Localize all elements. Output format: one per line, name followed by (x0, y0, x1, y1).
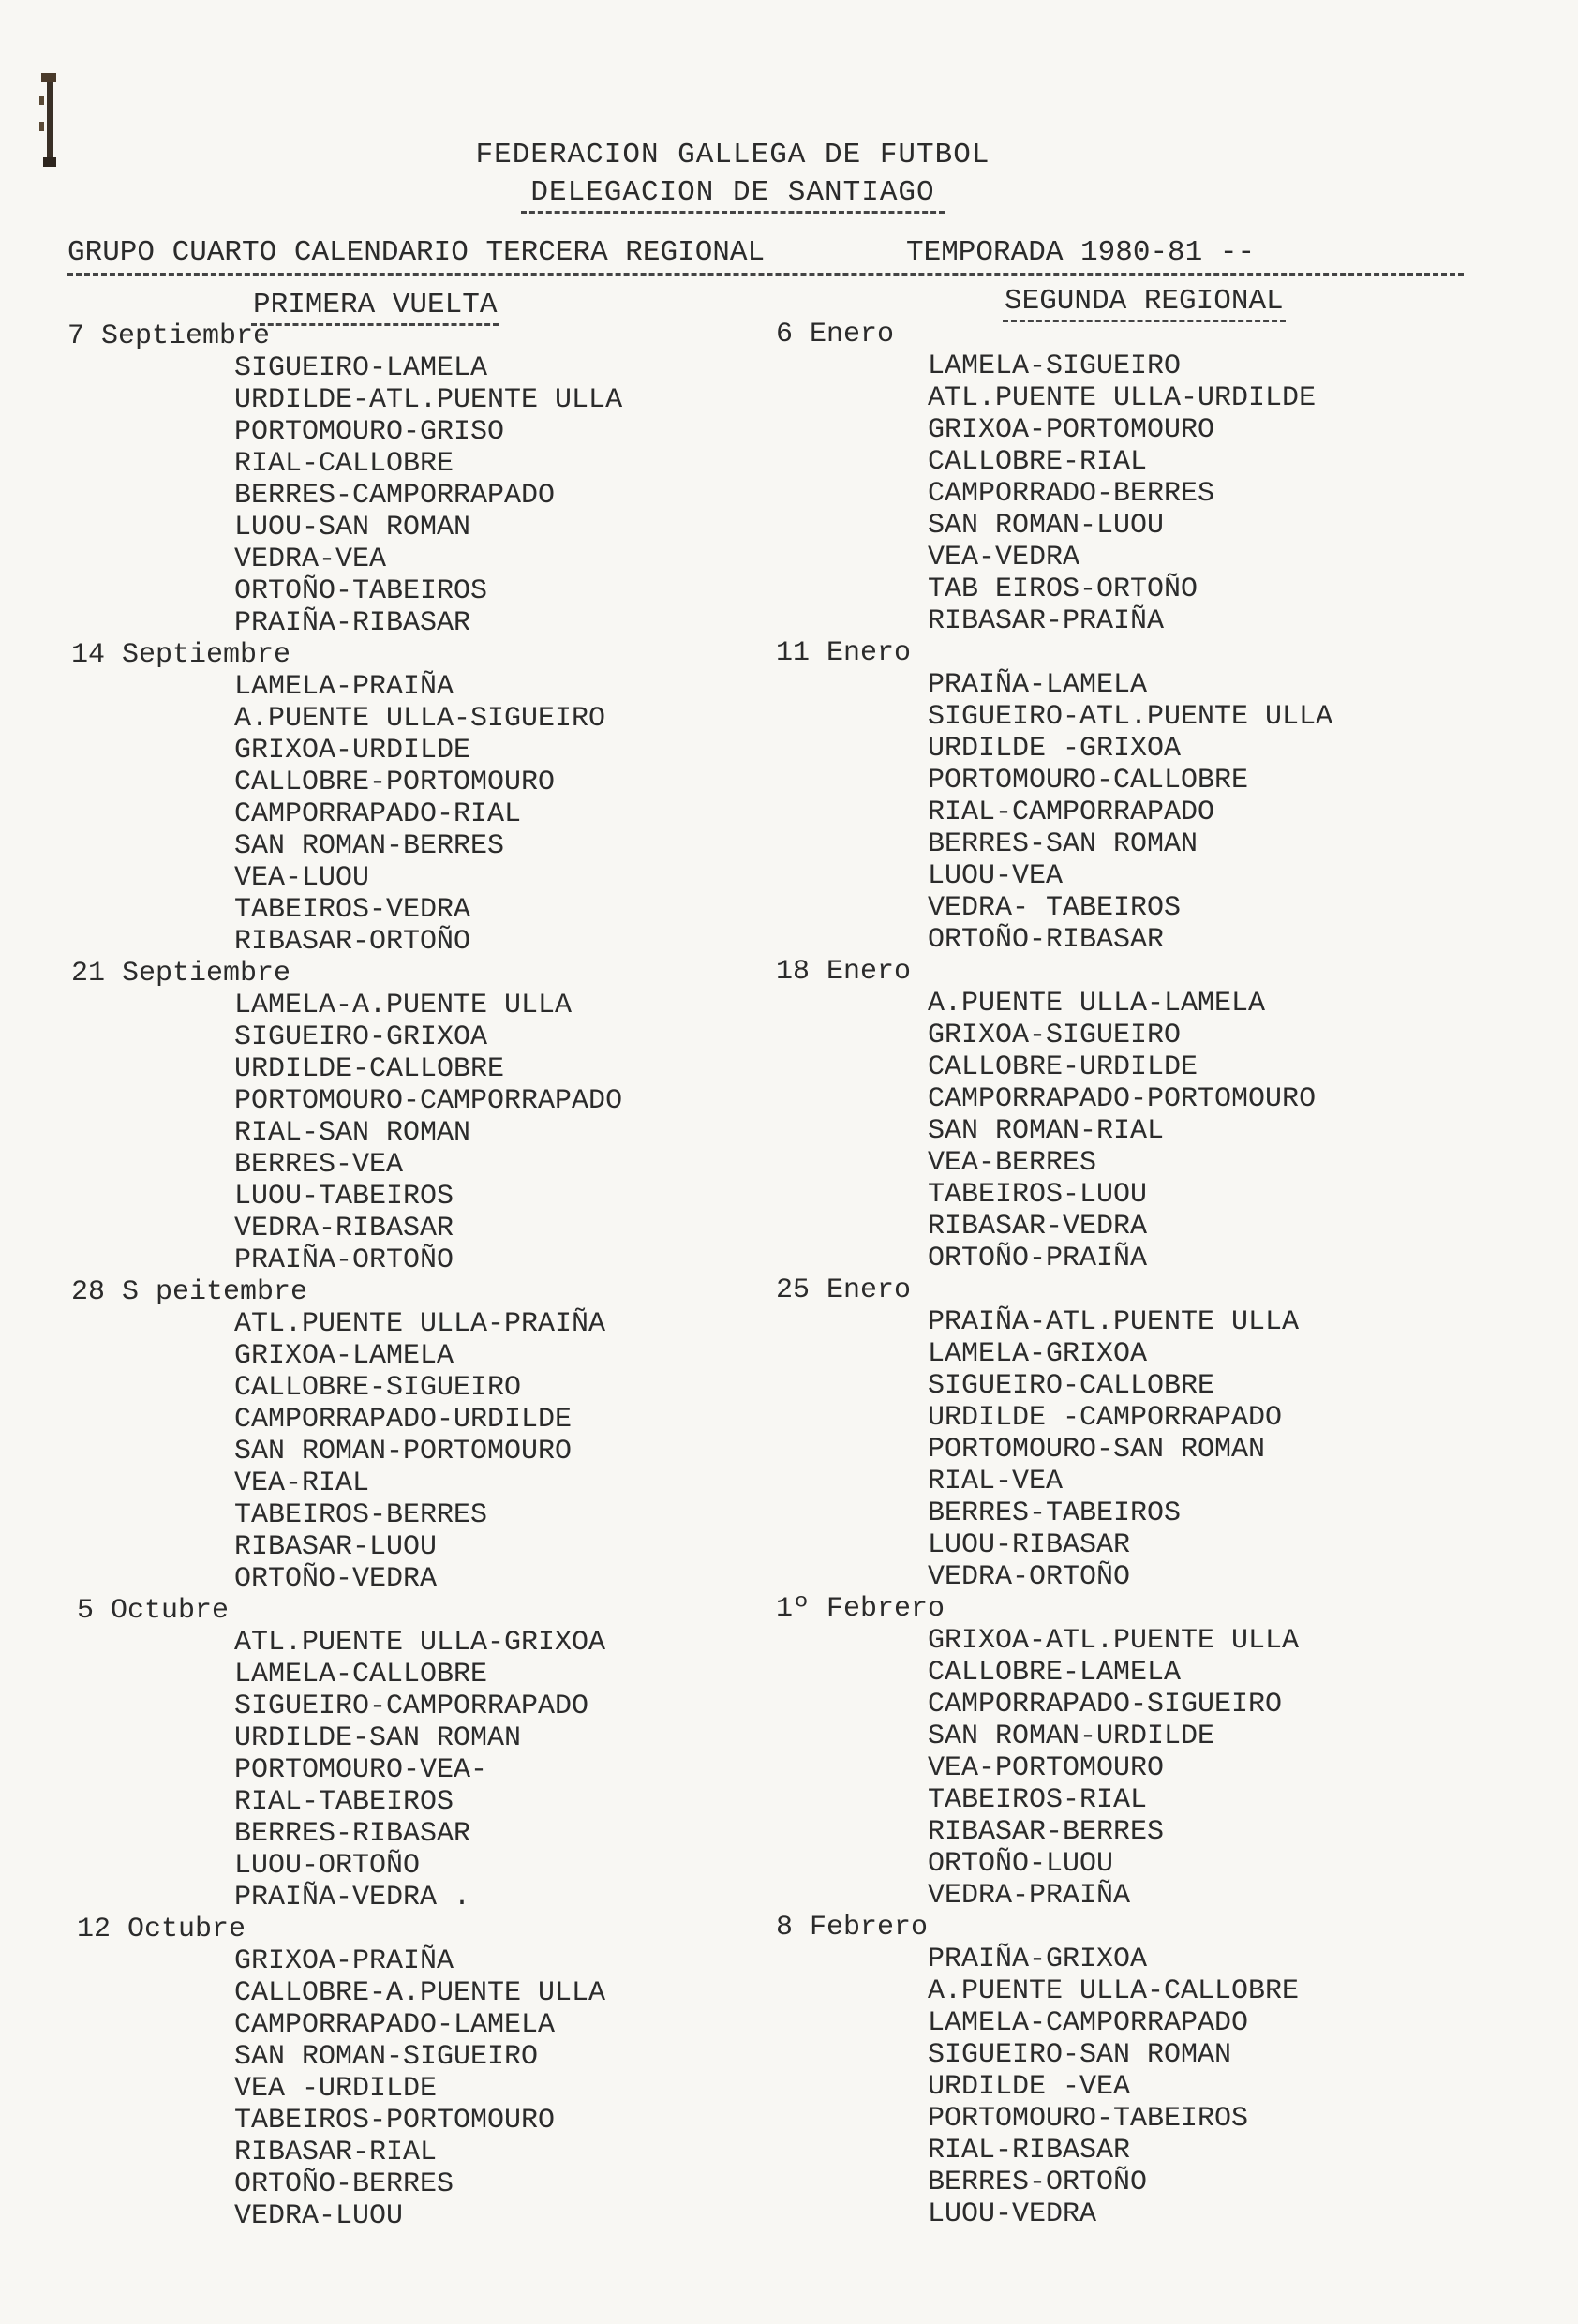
matchday-block (776, 1912, 1332, 2230)
fixture-line: VEDRA-PRAIÑA (928, 1880, 1131, 1912)
fixture-line: RIAL-SAN ROMAN (234, 1117, 471, 1149)
fixture-line: LAMELA-A.PUENTE ULLA (234, 990, 573, 1021)
fixture-line: ORTOÑO-LUOU (928, 1848, 1114, 1880)
matchday-block (67, 1276, 622, 1595)
fixture-line: URDILDE -VEA (928, 2071, 1131, 2103)
fixture-line: RIBASAR-VEDRA (928, 1211, 1148, 1243)
fixture-line: LAMELA-PRAIÑA (234, 671, 454, 703)
matchday-block (776, 319, 1332, 637)
fixture-line: GRIXOA-PRAIÑA (234, 1945, 454, 1977)
fixture-line: RIBASAR-LUOU (234, 1531, 438, 1563)
matchday-date: 11 Enero (776, 637, 912, 669)
delegation-title-text: DELEGACION DE SANTIAGO (521, 176, 944, 214)
matchday-block (776, 956, 1332, 1274)
fixture-line: CAMPORRAPADO-SIGUEIRO (928, 1689, 1283, 1721)
fixture-line: CALLOBRE-LAMELA (928, 1657, 1182, 1689)
fixture-line: GRIXOA-SIGUEIRO (928, 1020, 1182, 1051)
fixture-line: PORTOMOURO-GRISO (234, 416, 505, 448)
fixture-line: ORTOÑO-BERRES (234, 2168, 454, 2200)
fixture-line: PORTOMOURO-TABEIROS (928, 2103, 1249, 2135)
fixture-line: BERRES-TABEIROS (928, 1497, 1182, 1529)
fixture-line: RIBASAR-PRAIÑA (928, 605, 1165, 637)
fixture-line: LAMELA-SIGUEIRO (928, 350, 1182, 382)
fixture-line: ATL.PUENTE ULLA-PRAIÑA (234, 1308, 606, 1340)
fixture-line: VEDRA-ORTOÑO (928, 1561, 1131, 1593)
fixture-line: PORTOMOURO-CAMPORRAPADO (234, 1085, 623, 1117)
matchday-date: 7 Septiembre (67, 320, 271, 352)
matchday-block (67, 958, 622, 1276)
matchday-date: 6 Enero (776, 319, 895, 350)
fixture-line: VEDRA-VEA (234, 544, 387, 575)
fixture-line: PRAIÑA-ATL.PUENTE ULLA (928, 1306, 1300, 1338)
fixture-line: ATL.PUENTE ULLA-URDILDE (928, 382, 1317, 414)
fixture-line: CAMPORRADO-BERRES (928, 478, 1215, 510)
fixture-line: SAN ROMAN-LUOU (928, 510, 1165, 542)
matchday-date: 14 Septiembre (71, 639, 291, 671)
fixture-line: RIAL-RIBASAR (928, 2135, 1131, 2167)
fixture-line: SAN ROMAN-URDILDE (928, 1721, 1215, 1752)
fixture-line: ATL.PUENTE ULLA-GRIXOA (234, 1627, 606, 1659)
fixture-line: ORTOÑO-VEDRA (234, 1563, 438, 1595)
fixture-line: TABEIROS-BERRES (234, 1499, 488, 1531)
fixture-line: VEDRA-LUOU (234, 2200, 404, 2232)
matchday-date: 12 Octubre (77, 1914, 246, 1945)
fixture-line: A.PUENTE ULLA-SIGUEIRO (234, 703, 606, 735)
fixture-line: VEA-RIAL (234, 1467, 370, 1499)
fixture-line: URDILDE-SAN ROMAN (234, 1722, 522, 1754)
group-label: GRUPO CUARTO CALENDARIO TERCERA REGIONAL (67, 236, 766, 269)
fixture-line: BERRES-SAN ROMAN (928, 828, 1198, 860)
column-title-left: PRIMERA VUELTA (251, 289, 499, 326)
fixture-line: PORTOMOURO-CALLOBRE (928, 765, 1249, 797)
delegation-title (0, 176, 1522, 209)
fixture-line: TAB EIROS-ORTOÑO (928, 574, 1198, 605)
fixture-line: PRAIÑA-ORTOÑO (234, 1244, 454, 1276)
fixture-line: SAN ROMAN-BERRES (234, 830, 505, 862)
fixture-line: PORTOMOURO-SAN ROMAN (928, 1434, 1266, 1466)
fixture-line: ORTOÑO-TABEIROS (234, 575, 488, 607)
matchday-block (67, 639, 622, 958)
fixture-line: CAMPORRAPADO-RIAL (234, 798, 522, 830)
fixture-line: VEA-LUOU (234, 862, 370, 894)
matchday-block (67, 320, 622, 639)
matchday-date: 5 Octubre (77, 1595, 230, 1627)
federation-title: FEDERACION GALLEGA DE FUTBOL (475, 139, 990, 171)
fixture-line: CAMPORRAPADO-LAMELA (234, 2009, 556, 2041)
fixture-line: TABEIROS-PORTOMOURO (234, 2105, 556, 2137)
fixture-line: SIGUEIRO-CALLOBRE (928, 1370, 1215, 1402)
fixture-line: SIGUEIRO-GRIXOA (234, 1021, 488, 1053)
fixture-line: CAMPORRAPADO-PORTOMOURO (928, 1083, 1317, 1115)
fixture-line: SAN ROMAN-RIAL (928, 1115, 1165, 1147)
fixture-line: RIAL-CALLOBRE (234, 448, 454, 480)
fixture-line: SAN ROMAN-PORTOMOURO (234, 1436, 573, 1467)
matchday-date: 1º Febrero (776, 1593, 945, 1625)
matchday-date: 18 Enero (776, 956, 912, 988)
fixture-line: LUOU-SAN ROMAN (234, 512, 471, 544)
fixture-line: A.PUENTE ULLA-LAMELA (928, 988, 1266, 1020)
fixture-line: VEA-PORTOMOURO (928, 1752, 1165, 1784)
matchday-date: 28 S peitembre (71, 1276, 308, 1308)
fixture-line: SIGUEIRO-CAMPORRAPADO (234, 1691, 589, 1722)
fixture-line: LUOU-VEDRA (928, 2198, 1097, 2230)
fixture-line: LUOU-ORTOÑO (234, 1850, 421, 1882)
matchday-date: 8 Febrero (776, 1912, 929, 1944)
fixture-line: RIBASAR-RIAL (234, 2137, 438, 2168)
fixture-line: GRIXOA-ATL.PUENTE ULLA (928, 1625, 1300, 1657)
fixture-line: TABEIROS-RIAL (928, 1784, 1148, 1816)
fixture-line: PRAIÑA-LAMELA (928, 669, 1148, 701)
fixture-line: PRAIÑA-VEDRA . (234, 1882, 471, 1914)
fixture-line: ORTOÑO-PRAIÑA (928, 1243, 1148, 1274)
fixture-line: GRIXOA-URDILDE (234, 735, 471, 767)
matchday-date: 21 Septiembre (71, 958, 291, 990)
matchday-block (67, 1595, 622, 1914)
matchday-block (776, 637, 1332, 956)
fixture-line: VEA-BERRES (928, 1147, 1097, 1179)
fixture-line: LAMELA-GRIXOA (928, 1338, 1148, 1370)
fixture-line: CALLOBRE-PORTOMOURO (234, 767, 556, 798)
fixture-line: URDILDE-CALLOBRE (234, 1053, 505, 1085)
matchday-block (776, 1593, 1332, 1912)
fixture-line: BERRES-ORTOÑO (928, 2167, 1148, 2198)
fixture-line: RIAL-VEA (928, 1466, 1064, 1497)
matchday-date: 25 Enero (776, 1274, 912, 1306)
fixture-line: CALLOBRE-A.PUENTE ULLA (234, 1977, 606, 2009)
fixture-line: LUOU-RIBASAR (928, 1529, 1131, 1561)
fixture-line: CALLOBRE-RIAL (928, 446, 1148, 478)
fixture-line: SIGUEIRO-LAMELA (234, 352, 488, 384)
column-title-right: SEGUNDA REGIONAL (1003, 285, 1286, 322)
fixture-line: PRAIÑA-GRIXOA (928, 1944, 1148, 1975)
fixture-line: VEDRA- TABEIROS (928, 892, 1182, 924)
matchday-block (67, 1914, 622, 2232)
fixture-line: GRIXOA-LAMELA (234, 1340, 454, 1372)
fixture-line: TABEIROS-LUOU (928, 1179, 1148, 1211)
fixture-line: RIBASAR-ORTOÑO (234, 926, 471, 958)
fixture-line: LUOU-TABEIROS (234, 1181, 454, 1213)
schedule-column-right (776, 319, 1332, 2230)
fixture-line: CALLOBRE-URDILDE (928, 1051, 1198, 1083)
season-label: TEMPORADA 1980-81 -- (906, 236, 1256, 269)
fixture-line: VEA-VEDRA (928, 542, 1080, 574)
fixture-line: ORTOÑO-RIBASAR (928, 924, 1165, 956)
fixture-line: SIGUEIRO-ATL.PUENTE ULLA (928, 701, 1333, 733)
fixture-line: GRIXOA-PORTOMOURO (928, 414, 1215, 446)
fixture-line: CALLOBRE-SIGUEIRO (234, 1372, 522, 1404)
fixture-line: PORTOMOURO-VEA- (234, 1754, 488, 1786)
fixture-line: CAMPORRAPADO-URDILDE (234, 1404, 573, 1436)
fixture-line: SAN ROMAN-SIGUEIRO (234, 2041, 539, 2073)
fixture-line: BERRES-RIBASAR (234, 1818, 471, 1850)
fixture-line: SIGUEIRO-SAN ROMAN (928, 2039, 1232, 2071)
fixture-line: RIBASAR-BERRES (928, 1816, 1165, 1848)
fixture-line: VEDRA-RIBASAR (234, 1213, 454, 1244)
fixture-line: A.PUENTE ULLA-CALLOBRE (928, 1975, 1300, 2007)
fixture-line: TABEIROS-VEDRA (234, 894, 471, 926)
fixture-line: RIAL-TABEIROS (234, 1786, 454, 1818)
fixture-line: BERRES-CAMPORRAPADO (234, 480, 556, 512)
fixture-line: LAMELA-CALLOBRE (234, 1659, 488, 1691)
fixture-line: LUOU-VEA (928, 860, 1064, 892)
fixture-line: BERRES-VEA (234, 1149, 404, 1181)
fixture-line: VEA -URDILDE (234, 2073, 438, 2105)
fixture-line: URDILDE-ATL.PUENTE ULLA (234, 384, 623, 416)
fixture-line: URDILDE -CAMPORRAPADO (928, 1402, 1283, 1434)
schedule-column-left (67, 320, 622, 2232)
calendar-subtitle (67, 236, 1464, 276)
fixture-line: RIAL-CAMPORRAPADO (928, 797, 1215, 828)
fixture-line: PRAIÑA-RIBASAR (234, 607, 471, 639)
fixture-line: URDILDE -GRIXOA (928, 733, 1182, 765)
fixture-line: LAMELA-CAMPORRAPADO (928, 2007, 1249, 2039)
matchday-block (776, 1274, 1332, 1593)
